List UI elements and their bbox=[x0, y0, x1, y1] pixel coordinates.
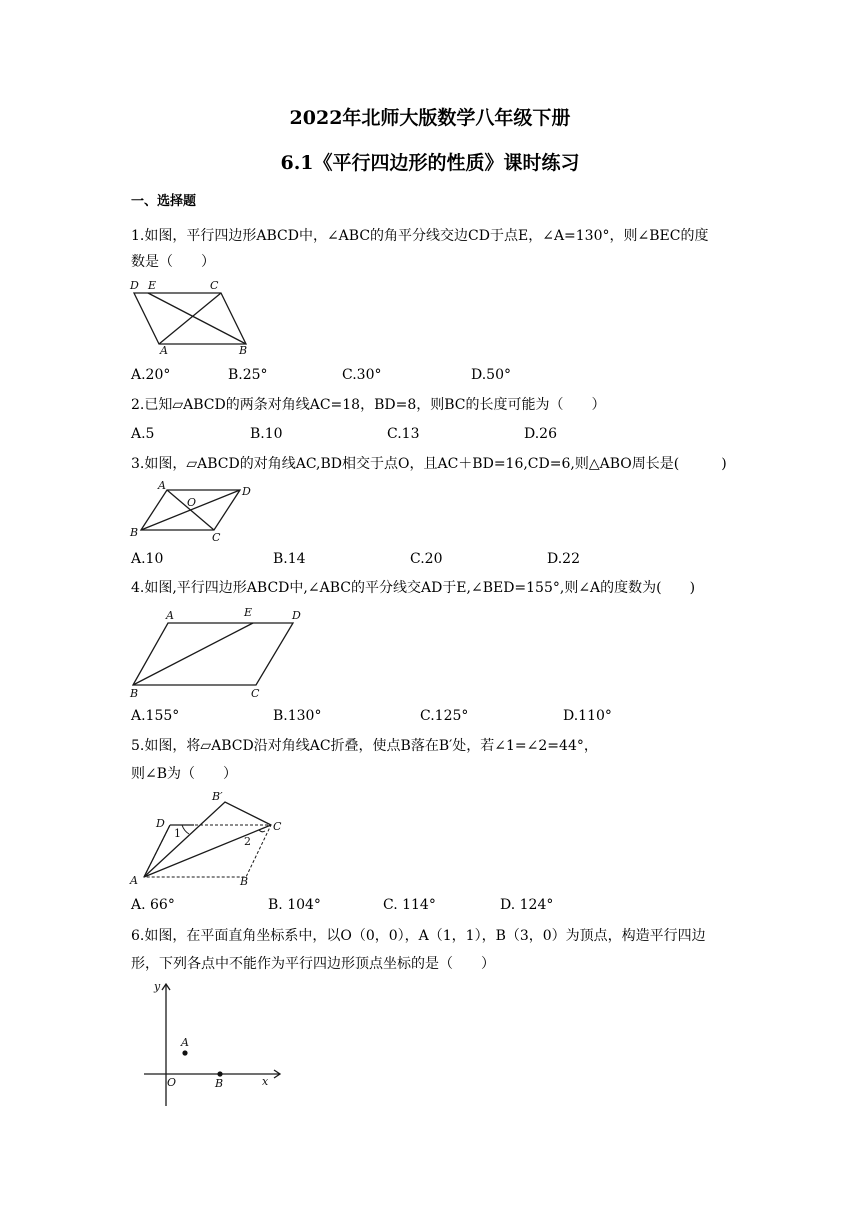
q5-label-c: C bbox=[273, 820, 282, 833]
q5-label-2: 2 bbox=[244, 835, 251, 848]
q1-label-b: B bbox=[239, 344, 248, 357]
q6-label-x: x bbox=[262, 1075, 269, 1088]
q6-label-b: B bbox=[215, 1077, 224, 1090]
q1-label-d: D bbox=[130, 279, 139, 292]
q4-option-a: A.155° bbox=[131, 708, 180, 724]
q5-angle1-arc bbox=[182, 825, 189, 834]
q1-option-c: C.30° bbox=[342, 367, 382, 383]
q6-label-a: A bbox=[181, 1036, 189, 1049]
q1-label-a: A bbox=[160, 344, 168, 357]
q2-stem: 2.已知▱ABCD的两条对角线AC=18，BD=8，则BC的长度可能为（ ） bbox=[131, 397, 606, 413]
page-subtitle: 6.1《平行四边形的性质》课时练习 bbox=[280, 152, 580, 174]
q6-coordinate-plane-figure bbox=[140, 978, 285, 1110]
page-title: 2022年北师大版数学八年级下册 bbox=[289, 107, 571, 129]
q3-option-c: C.20 bbox=[410, 551, 443, 567]
q3-label-a: A bbox=[158, 479, 166, 492]
q1-stem-line1: 1.如图，平行四边形ABCD中，∠ABC的角平分线交边CD于点E，∠A=130°，则∠BEC的度 bbox=[131, 228, 709, 244]
q4-stem: 4.如图,平行四边形ABCD中,∠ABC的平分线交AD于E,∠BED=155°,则∠A的度数为( ) bbox=[131, 580, 696, 596]
q5-label-1: 1 bbox=[174, 827, 181, 840]
q1-stem-line2: 数是（ ） bbox=[131, 254, 215, 270]
q5-stem-line2: 则∠B为（ ） bbox=[131, 766, 238, 782]
q5-stem-line1: 5.如图，将▱ABCD沿对角线AC折叠，使点B落在B′处，若∠1=∠2=44°， bbox=[131, 738, 598, 754]
q5-label-d: D bbox=[156, 817, 165, 830]
q4-label-d: D bbox=[292, 609, 301, 622]
q4-label-b: B bbox=[130, 687, 139, 700]
q1-option-a: A.20° bbox=[131, 367, 171, 383]
q1-parallelogram-figure bbox=[126, 276, 266, 360]
q3-label-b: B bbox=[130, 526, 139, 539]
q3-option-a: A.10 bbox=[131, 551, 164, 567]
q4-option-c: C.125° bbox=[420, 708, 469, 724]
q4-option-d: D.110° bbox=[563, 708, 612, 724]
q4-label-c: C bbox=[251, 687, 260, 700]
q2-option-a: A.5 bbox=[131, 426, 155, 442]
q1-option-d: D.50° bbox=[471, 367, 511, 383]
q5-angle2-arc bbox=[259, 830, 265, 832]
q3-option-d: D.22 bbox=[547, 551, 580, 567]
q6-label-y: y bbox=[154, 980, 161, 993]
q5-option-b: B. 104° bbox=[268, 897, 321, 913]
q3-label-d: D bbox=[242, 485, 251, 498]
q3-label-o: O bbox=[187, 496, 197, 509]
q5-side-ad bbox=[144, 825, 170, 877]
q1-diagonal bbox=[159, 293, 221, 344]
q6-label-o: O bbox=[167, 1076, 177, 1089]
q5-diagonal-ac bbox=[144, 825, 271, 877]
q3-stem: 3.如图，▱ABCD的对角线AC,BD相交于点O，且AC＋BD=16,CD=6,则△ABO周长是( ) bbox=[131, 456, 727, 472]
q6-point-b bbox=[217, 1071, 222, 1076]
q5-label-bprime: B′ bbox=[212, 790, 223, 803]
q2-option-d: D.26 bbox=[524, 426, 557, 442]
q5-option-d: D. 124° bbox=[500, 897, 554, 913]
q3-parallelogram-figure bbox=[126, 478, 262, 544]
section-heading: 一、选择题 bbox=[131, 194, 197, 209]
q4-label-a: A bbox=[166, 609, 174, 622]
q1-option-b: B.25° bbox=[228, 367, 268, 383]
q6-point-a bbox=[182, 1050, 187, 1055]
q3-label-c: C bbox=[212, 531, 221, 544]
q4-option-b: B.130° bbox=[273, 708, 322, 724]
q2-option-c: C.13 bbox=[387, 426, 420, 442]
q1-label-e: E bbox=[148, 279, 157, 292]
q6-stem-line1: 6.如图，在平面直角坐标系中，以O（0，0），A（1，1），B（3，0）为顶点，构造平行四边 bbox=[131, 928, 706, 944]
q4-label-e: E bbox=[244, 606, 253, 619]
q1-bisector-be bbox=[148, 293, 246, 344]
q5-option-a: A. 66° bbox=[131, 897, 175, 913]
q5-folded-parallelogram-figure bbox=[126, 790, 292, 886]
q5-label-b: B bbox=[240, 875, 249, 886]
q4-parallelogram-outline bbox=[133, 623, 293, 685]
q5-option-c: C. 114° bbox=[383, 897, 436, 913]
q3-option-b: B.14 bbox=[273, 551, 306, 567]
q2-option-b: B.10 bbox=[250, 426, 283, 442]
q6-stem-line2: 形，下列各点中不能作为平行四边形顶点坐标的是（ ） bbox=[131, 956, 495, 972]
q4-parallelogram-figure bbox=[126, 602, 312, 700]
q5-label-a: A bbox=[130, 874, 138, 886]
q1-label-c: C bbox=[210, 279, 219, 292]
